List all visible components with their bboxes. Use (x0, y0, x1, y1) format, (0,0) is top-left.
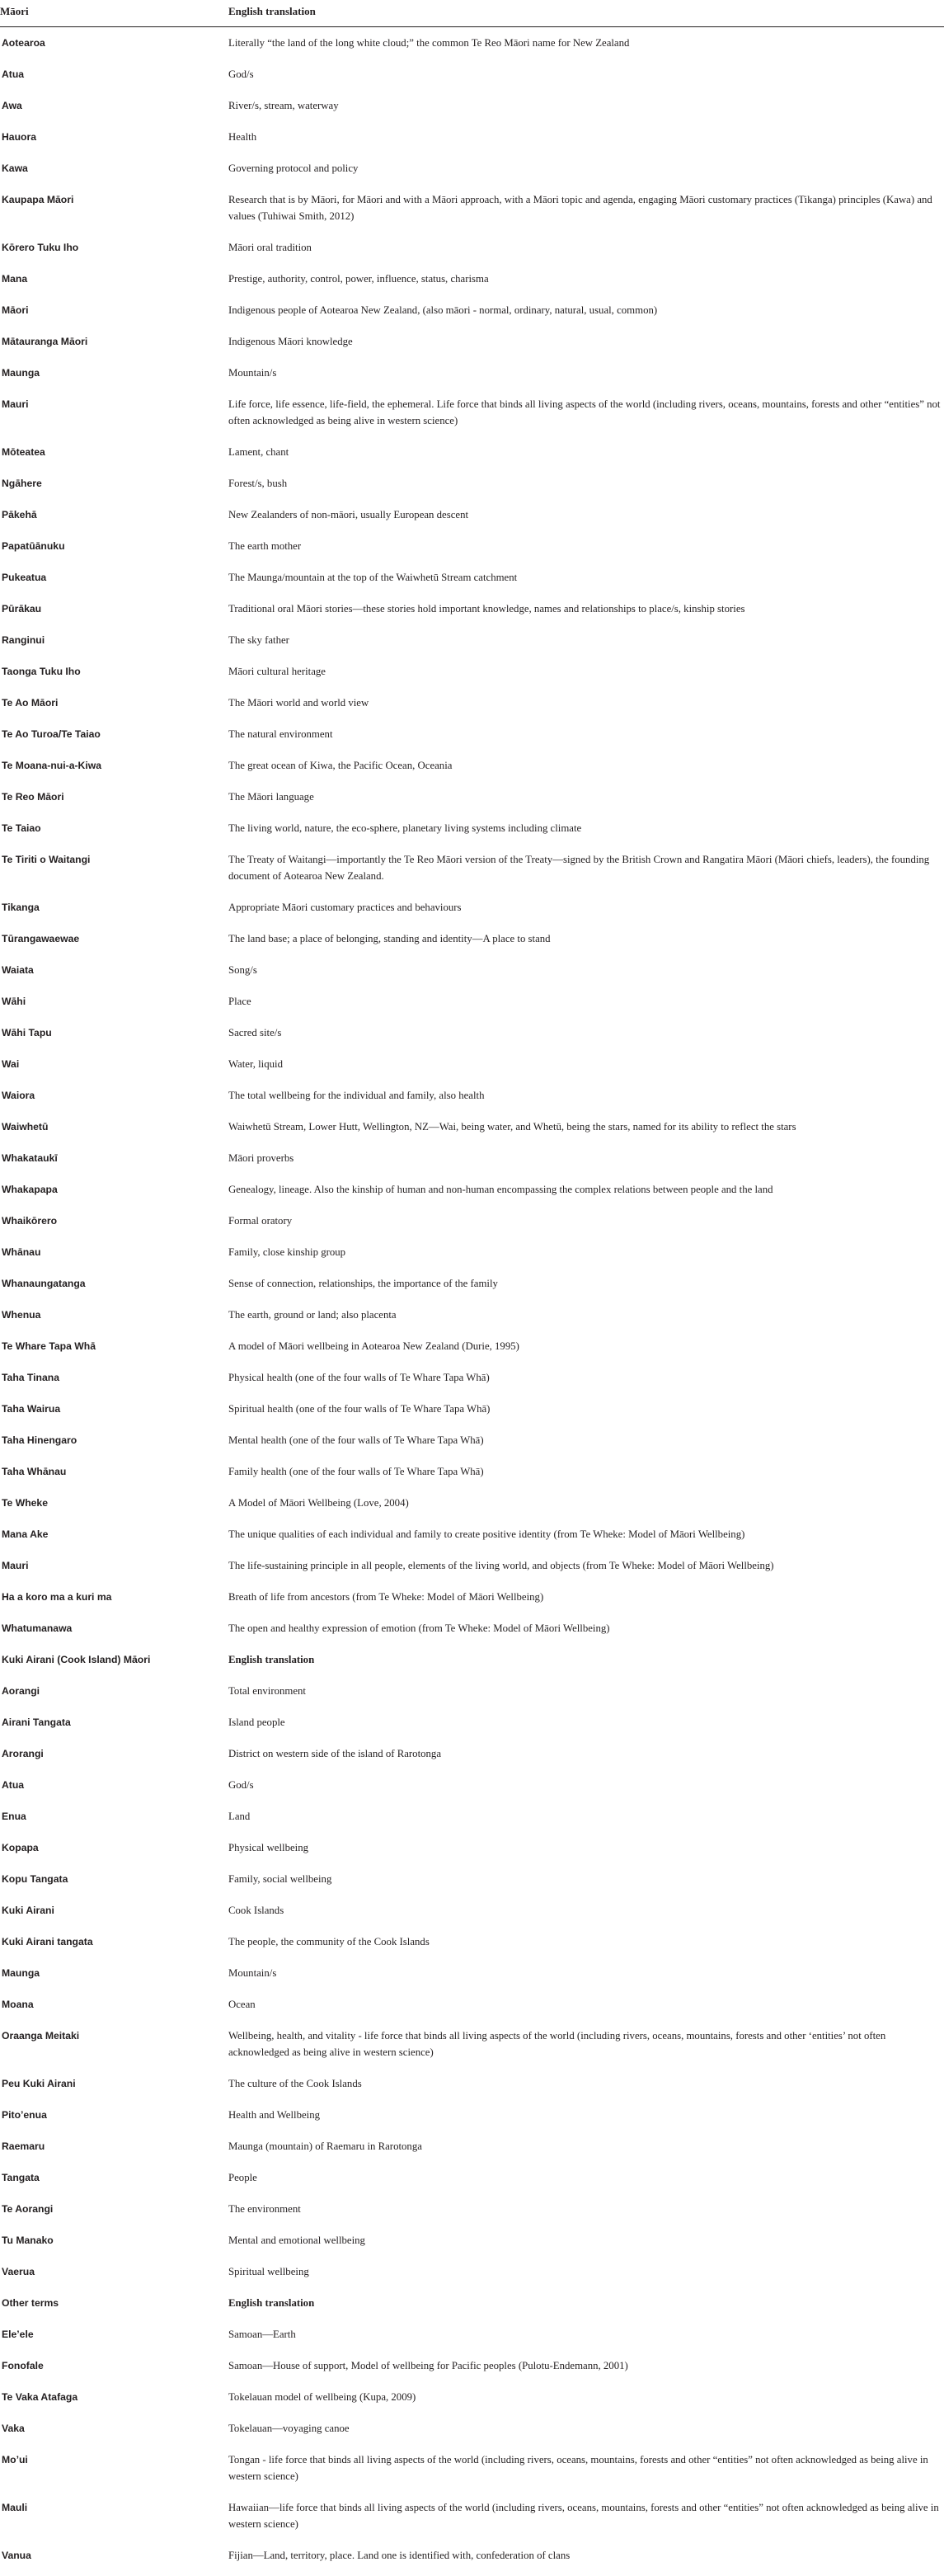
term-cell: Other terms (2, 2297, 59, 2309)
table-row (0, 812, 944, 844)
term-cell: Taonga Tuku Iho (2, 666, 81, 677)
translation-cell: Māori oral tradition (228, 242, 312, 253)
term-cell: Kawa (2, 162, 28, 174)
table-row (0, 27, 944, 59)
translation-cell: New Zealanders of non-māori, usually European descent (228, 509, 469, 520)
table-row (0, 1299, 944, 1330)
term-cell: Maunga (2, 367, 40, 379)
term-cell: Vaka (2, 2423, 25, 2434)
translation-cell: The natural environment (228, 728, 333, 740)
table-row (0, 954, 944, 986)
table-row (0, 2099, 944, 2131)
translation-cell: Mountain/s (228, 1967, 277, 1979)
term-cell: Enua (2, 1811, 26, 1822)
table-row (0, 2193, 944, 2225)
translation-cell: Governing protocol and policy (228, 162, 359, 174)
table-row (0, 2068, 944, 2099)
translation-cell: Mental health (one of the four walls of Te Whare Tapa Whā) (228, 1434, 484, 1446)
table-row (0, 1393, 944, 1425)
table-row (0, 750, 944, 781)
translation-cell: Tokelauan—voyaging canoe (228, 2423, 350, 2434)
term-cell: Waiata (2, 964, 34, 976)
term-cell: Mauri (2, 398, 29, 410)
term-cell: Hauora (2, 131, 36, 143)
table-row (0, 2162, 944, 2193)
translation-cell: The culture of the Cook Islands (228, 2078, 362, 2089)
term-cell: Te Wheke (2, 1497, 48, 1509)
term-cell: Atua (2, 1779, 25, 1791)
translation-cell: The open and healthy expression of emotion (from Te Wheke: Model of Māori Wellbeing) (228, 1622, 610, 1634)
table-row (0, 1675, 944, 1707)
term-cell: Peu Kuki Airani (2, 2078, 76, 2089)
term-cell: Whakataukī (2, 1152, 58, 1164)
table-row (0, 232, 944, 263)
table-row (0, 2381, 944, 2413)
section-header-row (0, 1644, 944, 1675)
translation-cell: Water, liquid (228, 1058, 283, 1070)
table-row (0, 1174, 944, 1205)
translation-cell: Literally “the land of the long white cloud;” the common Te Reo Māori name for New Zealand (228, 37, 630, 49)
table-row (0, 389, 944, 436)
table-row (0, 121, 944, 153)
table-row (0, 2131, 944, 2162)
term-cell: Te Ao Māori (2, 697, 59, 709)
table-row (0, 436, 944, 468)
table-row (0, 2256, 944, 2287)
translation-cell: Samoan—Earth (228, 2329, 296, 2340)
table-row (0, 468, 944, 499)
table-row (0, 1957, 944, 1989)
table-row (0, 90, 944, 121)
term-cell: Wāhi (2, 996, 26, 1007)
translation-cell: The Māori language (228, 791, 314, 803)
translation-cell: Prestige, authority, control, power, influence, status, charisma (228, 273, 489, 285)
table-row (0, 1769, 944, 1801)
translation-cell: The Treaty of Waitangi—importantly the Te Reo Māori version of the Treaty—signed by the British Crown and Rangatira Māori (Māori chiefs, leaders), the founding document of Aotearoa New Zealand. (228, 854, 930, 882)
translation-cell: Island people (228, 1717, 285, 1728)
term-cell: Whānau (2, 1246, 41, 1258)
table-row (0, 1801, 944, 1832)
table-row (0, 1989, 944, 2020)
table-row (0, 2540, 944, 2571)
translation-cell: Fijian—Land, territory, place. Land one is identified with, confederation of clans (228, 2550, 571, 2561)
term-cell: Tikanga (2, 902, 40, 913)
table-row (0, 1738, 944, 1769)
term-cell: Airani Tangata (2, 1717, 71, 1728)
translation-cell: Samoan—House of support, Model of wellbeing for Pacific peoples (Pulotu-Endemann, 2001) (228, 2360, 628, 2371)
header-term-column: Māori (0, 0, 228, 27)
header-translation-column: English translation (228, 0, 944, 27)
translation-cell: Māori cultural heritage (228, 666, 326, 677)
translation-cell: Breath of life from ancestors (from Te Wheke: Model of Māori Wellbeing) (228, 1591, 544, 1603)
term-cell: Raemaru (2, 2140, 45, 2152)
table-row (0, 1425, 944, 1456)
translation-cell: The unique qualities of each individual and family to create positive identity (from Te Wheke: Model of Māori Wellbeing) (228, 1528, 745, 1540)
section-header-row (0, 2287, 944, 2319)
translation-cell: The great ocean of Kiwa, the Pacific Ocean, Oceania (228, 760, 453, 771)
translation-cell: Indigenous Māori knowledge (228, 336, 353, 347)
table-row (0, 2319, 944, 2350)
term-cell: Te Vaka Atafaga (2, 2391, 78, 2403)
term-cell: Te Reo Māori (2, 791, 64, 803)
translation-cell: Indigenous people of Aotearoa New Zealand, (also māori - normal, ordinary, natural, usual, common) (228, 304, 658, 316)
translation-cell: Life force, life essence, life-field, the ephemeral. Life force that binds all living aspects of the world (including rivers, oceans, mountains, forests and other “entities” not often acknowledged as being alive in western science) (228, 398, 941, 426)
translation-cell: Family, close kinship group (228, 1246, 346, 1258)
translation-cell: Total environment (228, 1685, 306, 1697)
table-row (0, 59, 944, 90)
term-cell: Whatumanawa (2, 1622, 73, 1634)
term-cell: Whakapapa (2, 1184, 58, 1195)
table-row (0, 357, 944, 389)
term-cell: Papatūānuku (2, 540, 65, 552)
translation-cell: The land base; a place of belonging, standing and identity—A place to stand (228, 933, 551, 944)
term-cell: Pūrākau (2, 603, 42, 615)
term-cell: Mauli (2, 2502, 28, 2513)
term-cell: Taha Tinana (2, 1372, 59, 1383)
term-cell: Taha Whānau (2, 1466, 67, 1477)
translation-cell: District on western side of the island of Rarotonga (228, 1748, 442, 1759)
table-row (0, 184, 944, 232)
term-cell: Oraanga Meitaki (2, 2030, 80, 2041)
translation-cell: Place (228, 996, 251, 1007)
table-row (0, 2225, 944, 2256)
term-cell: Ha a koro ma a kuri ma (2, 1591, 112, 1603)
translation-cell: Cook Islands (228, 1905, 284, 1916)
glossary-body (0, 27, 944, 2572)
table-row (0, 2492, 944, 2540)
translation-cell: God/s (228, 68, 254, 80)
table-row (0, 656, 944, 687)
translation-cell: The Māori world and world view (228, 697, 369, 709)
translation-cell: Lament, chant (228, 446, 289, 458)
translation-cell: The earth, ground or land; also placenta (228, 1309, 397, 1321)
translation-cell: Health (228, 131, 257, 143)
translation-cell: The environment (228, 2203, 301, 2215)
translation-cell: Sacred site/s (228, 1027, 282, 1038)
table-row (0, 1613, 944, 1644)
term-cell: Wai (2, 1058, 20, 1070)
table-row (0, 1519, 944, 1550)
translation-cell: Mental and emotional wellbeing (228, 2235, 365, 2246)
translation-cell: Traditional oral Māori stories—these stories hold important knowledge, names and relationships to place/s, kinship stories (228, 603, 745, 615)
table-row (0, 718, 944, 750)
term-cell: Wāhi Tapu (2, 1027, 52, 1038)
translation-cell: Ocean (228, 1999, 256, 2010)
term-cell: Tu Manako (2, 2235, 54, 2246)
table-row (0, 986, 944, 1017)
table-row (0, 1017, 944, 1048)
term-cell: Fonofale (2, 2360, 44, 2371)
table-header-row (0, 0, 944, 27)
translation-cell: The people, the community of the Cook Islands (228, 1936, 430, 1947)
table-row (0, 562, 944, 593)
table-row (0, 2413, 944, 2444)
term-cell: Mana Ake (2, 1528, 49, 1540)
translation-cell: Tongan - life force that binds all living aspects of the world (including rivers, oceans, mountains, forests and other “entities” not often acknowledged as being alive in western science) (228, 2454, 928, 2482)
table-row (0, 2444, 944, 2492)
table-row (0, 1550, 944, 1581)
translation-cell: Mountain/s (228, 367, 277, 379)
term-cell: Kuki Airani (Cook Island) Māori (2, 1654, 151, 1665)
term-cell: Kōrero Tuku Iho (2, 242, 79, 253)
table-row (0, 294, 944, 326)
translation-cell: God/s (228, 1779, 254, 1791)
table-row (0, 1863, 944, 1895)
term-cell: Tūrangawaewae (2, 933, 80, 944)
term-cell: Mātauranga Māori (2, 336, 88, 347)
term-cell: Ele’ele (2, 2329, 34, 2340)
translation-cell: A Model of Māori Wellbeing (Love, 2004) (228, 1497, 409, 1509)
table-row (0, 1895, 944, 1926)
table-row (0, 1707, 944, 1738)
translation-cell: The living world, nature, the eco-sphere, planetary living systems including climate (228, 822, 582, 834)
table-row (0, 326, 944, 357)
term-cell: Te Aorangi (2, 2203, 54, 2215)
translation-cell: Spiritual wellbeing (228, 2266, 309, 2277)
term-cell: Maunga (2, 1967, 40, 1979)
translation-cell: Spiritual health (one of the four walls of Te Whare Tapa Whā) (228, 1403, 491, 1415)
term-cell: Te Whare Tapa Whā (2, 1340, 96, 1352)
term-cell: Kuki Airani tangata (2, 1936, 93, 1947)
table-row (0, 1111, 944, 1142)
translation-cell: Wellbeing, health, and vitality - life force that binds all living aspects of the world (including rivers, oceans, mountains, forests and other ‘entities’ not often acknowledged as being alive in western science) (228, 2030, 886, 2058)
term-cell: Waiwhetū (2, 1121, 49, 1133)
table-row (0, 1832, 944, 1863)
translation-cell: Forest/s, bush (228, 478, 288, 489)
translation-cell: The sky father (228, 634, 289, 646)
table-row (0, 923, 944, 954)
table-row (0, 1205, 944, 1236)
table-row (0, 1236, 944, 1268)
term-cell: Te Ao Turoa/Te Taiao (2, 728, 101, 740)
table-row (0, 781, 944, 812)
translation-cell: Hawaiian—life force that binds all living aspects of the world (including rivers, oceans, mountains, forests and other “entities” not often acknowledged as being alive in western science) (228, 2502, 939, 2530)
term-cell: Mana (2, 273, 28, 285)
term-cell: Kuki Airani (2, 1905, 54, 1916)
term-cell: Aotearoa (2, 37, 45, 49)
term-cell: Taha Hinengaro (2, 1434, 77, 1446)
translation-cell: Health and Wellbeing (228, 2109, 321, 2121)
translation-cell: Sense of connection, relationships, the importance of the family (228, 1278, 498, 1289)
term-cell: Te Tiriti o Waitangi (2, 854, 91, 865)
term-cell: Kaupapa Māori (2, 194, 74, 205)
translation-cell: Māori proverbs (228, 1152, 294, 1164)
translation-cell: The earth mother (228, 540, 302, 552)
translation-cell: People (228, 2172, 257, 2183)
table-row (0, 892, 944, 923)
term-cell: Mauri (2, 1560, 29, 1571)
translation-cell: Maunga (mountain) of Raemaru in Rarotonga (228, 2140, 422, 2152)
table-row (0, 1048, 944, 1080)
term-cell: Ngāhere (2, 478, 42, 489)
term-cell: Aorangi (2, 1685, 40, 1697)
translation-cell: Family health (one of the four walls of Te Whare Tapa Whā) (228, 1466, 484, 1477)
term-cell: Vanua (2, 2550, 31, 2561)
table-row (0, 2020, 944, 2068)
term-cell: Te Taiao (2, 822, 41, 834)
table-row (0, 263, 944, 294)
table-row (0, 844, 944, 892)
translation-cell: The Maunga/mountain at the top of the Waiwhetū Stream catchment (228, 572, 518, 583)
translation-cell: The total wellbeing for the individual and family, also health (228, 1090, 485, 1101)
term-cell: Mōteatea (2, 446, 45, 458)
table-row (0, 1456, 944, 1487)
term-cell: Moana (2, 1999, 34, 2010)
translation-cell: River/s, stream, waterway (228, 100, 339, 111)
term-cell: Ranginui (2, 634, 45, 646)
term-cell: Whenua (2, 1309, 41, 1321)
translation-cell: Waiwhetū Stream, Lower Hutt, Wellington, NZ—Wai, being water, and Whetū, being the stars, named for its ability to reflect the stars (228, 1121, 796, 1133)
translation-cell: Family, social wellbeing (228, 1873, 332, 1885)
table-row (0, 1581, 944, 1613)
term-cell: Kopu Tangata (2, 1873, 68, 1885)
term-cell: Vaerua (2, 2266, 35, 2277)
table-row (0, 1330, 944, 1362)
translation-cell: Appropriate Māori customary practices and behaviours (228, 902, 462, 913)
term-cell: Pito’enua (2, 2109, 47, 2121)
table-row (0, 593, 944, 624)
table-row (0, 2350, 944, 2381)
term-cell: Tangata (2, 2172, 40, 2183)
table-row (0, 1142, 944, 1174)
translation-cell: Land (228, 1811, 251, 1822)
term-cell: Waiora (2, 1090, 35, 1101)
term-cell: Pukeatua (2, 572, 47, 583)
translation-cell: Genealogy, lineage. Also the kinship of human and non-human encompassing the complex relations between people and the land (228, 1184, 773, 1195)
table-row (0, 530, 944, 562)
table-row (0, 1926, 944, 1957)
term-cell: Te Moana-nui-a-Kiwa (2, 760, 101, 771)
table-row (0, 1080, 944, 1111)
term-cell: Pākehā (2, 509, 37, 520)
table-row (0, 1362, 944, 1393)
table-row (0, 624, 944, 656)
term-cell: Mo’ui (2, 2454, 28, 2465)
translation-cell: Physical wellbeing (228, 1842, 309, 1853)
translation-cell: A model of Māori wellbeing in Aotearoa New Zealand (Durie, 1995) (228, 1340, 519, 1352)
translation-cell: Formal oratory (228, 1215, 293, 1227)
term-cell: Awa (2, 100, 22, 111)
term-cell: Atua (2, 68, 25, 80)
translation-cell: Research that is by Māori, for Māori and with a Māori approach, with a Māori topic and agenda, engaging Māori customary practices (Tikanga) principles (Kawa) and values (Tuhiwai Smith, 2012) (228, 194, 932, 222)
translation-cell: Physical health (one of the four walls of Te Whare Tapa Whā) (228, 1372, 490, 1383)
table-row (0, 1268, 944, 1299)
table-row (0, 1487, 944, 1519)
term-cell: Whanaungatanga (2, 1278, 86, 1289)
translation-cell: Song/s (228, 964, 257, 976)
table-row (0, 499, 944, 530)
term-cell: Arorangi (2, 1748, 44, 1759)
table-row (0, 153, 944, 184)
term-cell: Kopapa (2, 1842, 39, 1853)
translation-cell: Tokelauan model of wellbeing (Kupa, 2009) (228, 2391, 416, 2403)
translation-cell: The life-sustaining principle in all people, elements of the living world, and objects (from Te Wheke: Model of Māori Wellbeing) (228, 1560, 774, 1571)
translation-cell: English translation (228, 1654, 315, 1665)
table-row (0, 687, 944, 718)
term-cell: Māori (2, 304, 29, 316)
translation-cell: English translation (228, 2297, 315, 2309)
term-cell: Whaikōrero (2, 1215, 58, 1227)
term-cell: Taha Wairua (2, 1403, 61, 1415)
